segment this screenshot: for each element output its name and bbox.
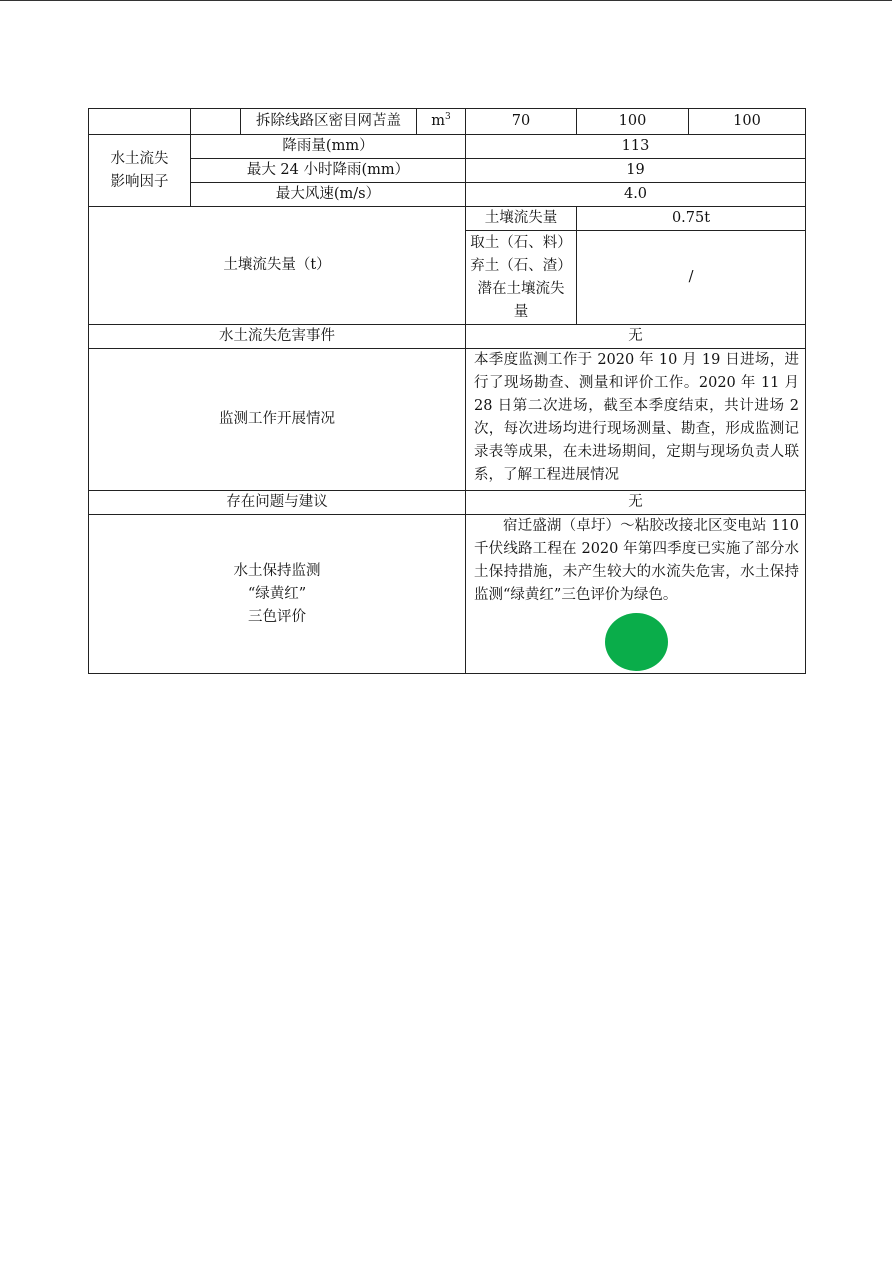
- table-row-monitoring: [89, 349, 806, 491]
- table-row-max24: [89, 159, 806, 183]
- soil-loss-sub-label: 土壤流失量: [466, 207, 577, 231]
- table-row-wind: [89, 183, 806, 207]
- evaluation-label: 水土保持监测 “绿黄红” 三色评价: [89, 515, 466, 674]
- wind-value: 4.0: [466, 183, 806, 207]
- measure-value-2: 100: [577, 109, 689, 135]
- soil-loss-label: 土壤流失量（t）: [89, 207, 466, 325]
- soil-loss-sub-value: 0.75t: [577, 207, 806, 231]
- factors-label: 水土流失 影响因子: [89, 135, 191, 207]
- evaluation-text: 宿迁盛湖（卓圩）～粘胶改接北区变电站 110 千伏线路工程在 2020 年第四季度已实施了部分水土保持措施，未产生较大的水流失危害，水土保持监测“绿黄红”三色评价为绿色。: [474, 518, 800, 603]
- potential-loss-label: 取土（石、料） 弃土（石、渣） 潜在土壤流失 量: [466, 231, 577, 325]
- potential-loss-value: /: [577, 231, 806, 325]
- measure-value-3: 100: [689, 109, 806, 135]
- page-top-border: [0, 0, 892, 1]
- hazard-value: 无: [466, 325, 806, 349]
- wind-label: 最大风速(m/s）: [191, 183, 466, 207]
- monitoring-text: 本季度监测工作于 2020 年 10 月 19 日进场，进行了现场勘查、测量和评价工作。2020 年 11 月 28 日第二次进场，截至本季度结束，共计进场 2 次，每次进场均进行现场测量、勘查，形成监测记录表等成果，在未进场期间，定期与现场负责人联系，了解工程进展情况: [466, 349, 806, 491]
- rain-value: 113: [466, 135, 806, 159]
- blank-cell: [89, 109, 191, 135]
- issues-value: 无: [466, 491, 806, 515]
- monitoring-label: 监测工作开展情况: [89, 349, 466, 491]
- max24-label: 最大 24 小时降雨(mm）: [191, 159, 466, 183]
- max24-value: 19: [466, 159, 806, 183]
- table-row-measure: [89, 109, 806, 135]
- table-row-soil-loss: [89, 207, 806, 231]
- blank-cell: [191, 109, 241, 135]
- green-rating-indicator: [605, 613, 668, 671]
- table-row-issues: [89, 491, 806, 515]
- evaluation-cell: [466, 515, 806, 674]
- hazard-label: 水土流失危害事件: [89, 325, 466, 349]
- rain-label: 降雨量(mm）: [191, 135, 466, 159]
- issues-label: 存在问题与建议: [89, 491, 466, 515]
- table-row-hazard: [89, 325, 806, 349]
- table-row-rain: [89, 135, 806, 159]
- measure-value-1: 70: [466, 109, 577, 135]
- measure-unit: $m^3$: [417, 109, 466, 135]
- monitoring-report-table: [88, 108, 806, 674]
- table-row-evaluation: [89, 515, 806, 674]
- measure-name: 拆除线路区密目网苫盖: [241, 109, 417, 135]
